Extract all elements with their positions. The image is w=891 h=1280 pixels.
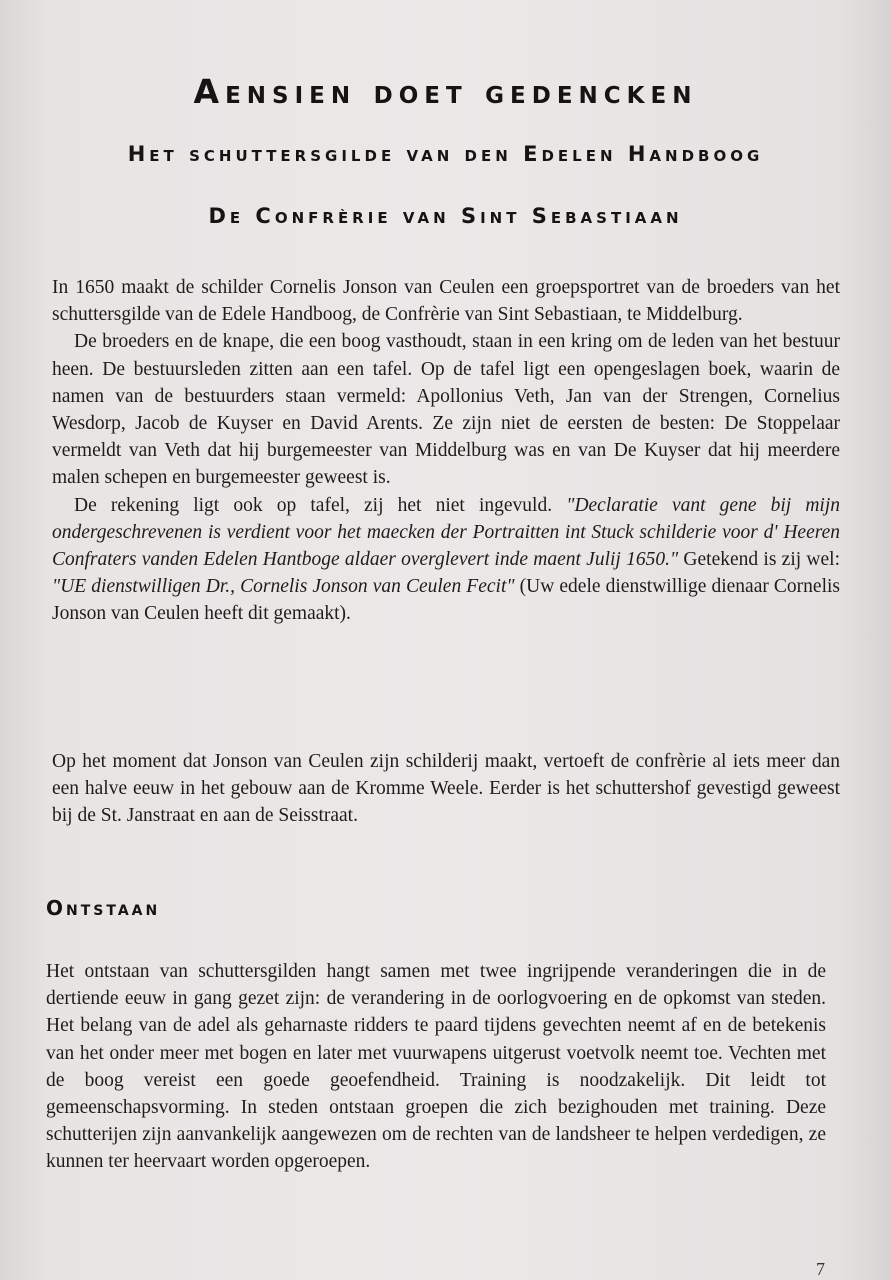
paragraph-1: In 1650 maakt de schilder Cornelis Jonson van Ceulen een groepsportret van de broeders van het schuttersgilde van de Edele Handboog, de Confrèrie van Sint Sebastiaan, te Middelburg.	[52, 277, 840, 326]
declaration-quote: "Declaratie vant gene bij mijn ondergeschrevenen is verdient voor het maecken der Portraitten int Stuck schilderie voor d' Heeren Confraters vanden Edelen Hantboge aldaer overglevert inde maent Julij 1650."	[52, 494, 840, 571]
section-heading: Ontstaan	[46, 896, 161, 920]
subtitle-confrerie: De Confrèrie van Sint Sebastiaan	[208, 204, 683, 228]
paragraph-3-text-c: (Uw edele dienstwillige dienaar Cornelis Jonson van Ceulen heeft dit gemaakt).	[52, 576, 841, 625]
paragraph-3	[52, 492, 840, 628]
intro-block	[52, 274, 840, 628]
paragraph-3-text-a: De rekening ligt ook op tafel, zij het niet ingevuld.	[74, 494, 567, 516]
subtitle-guild: Het schuttersgilde van den Edelen Handboog	[127, 142, 764, 166]
section-paragraph: Het ontstaan van schuttersgilden hangt samen met twee ingrijpende veranderingen die in de dertiende eeuw in gang gezet zijn: de verandering in de oorlogvoering en de opkomst van steden. Het belang van de adel als geharnaste ridders te paard tijdens gevechten neemt af en de betekenis van het onder meer met bogen en later met vuurwapens uitgerust voetvolk neemt toe. Vechten met de boog vereist een goede geoefendheid. Training is noodzakelijk. Dit leidt tot gemeenschapsvorming. In steden ontstaan groepen die zich bezighouden met training. Deze schutterijen zijn aanvankelijk aangewezen om de rechten van de landsheer te helpen verdedigen, ze kunnen ter heervaart worden opgeroepen.	[46, 961, 826, 1173]
paragraph-4: Op het moment dat Jonson van Ceulen zijn schilderij maakt, vertoeft de confrèrie al iets meer dan een halve eeuw in het gebouw aan de Kromme Weele. Eerder is het schuttershof gevestigd geweest bij de St. Janstraat en aan de Seisstraat.	[52, 751, 840, 827]
paragraph-3-text-b: Getekend is zij wel:	[678, 549, 840, 571]
page-title: Aensien doet gedencken	[193, 72, 698, 111]
signature-quote: "UE dienstwilligen Dr., Cornelis Jonson van Ceulen Fecit"	[52, 576, 515, 598]
paragraph-2: De broeders en de knape, die een boog vasthoudt, staan in een kring om de leden van het bestuur heen. De bestuursleden zitten aan een tafel. Op de tafel ligt een opengeslagen boek, waarin de namen van de bestuurders staan vermeld: Apollonius Veth, Jan van der Strengen, Cornelius Wesdorp, Jacob de Kuyser en David Arents. Ze zijn niet de eersten de besten: De Stoppelaar vermeldt van Veth dat hij burgemeester van Middelburg was en van De Kuyser dat hij meerdere malen schepen en burgemeester geweest is.	[52, 331, 840, 489]
page-number: 7	[816, 1259, 825, 1279]
